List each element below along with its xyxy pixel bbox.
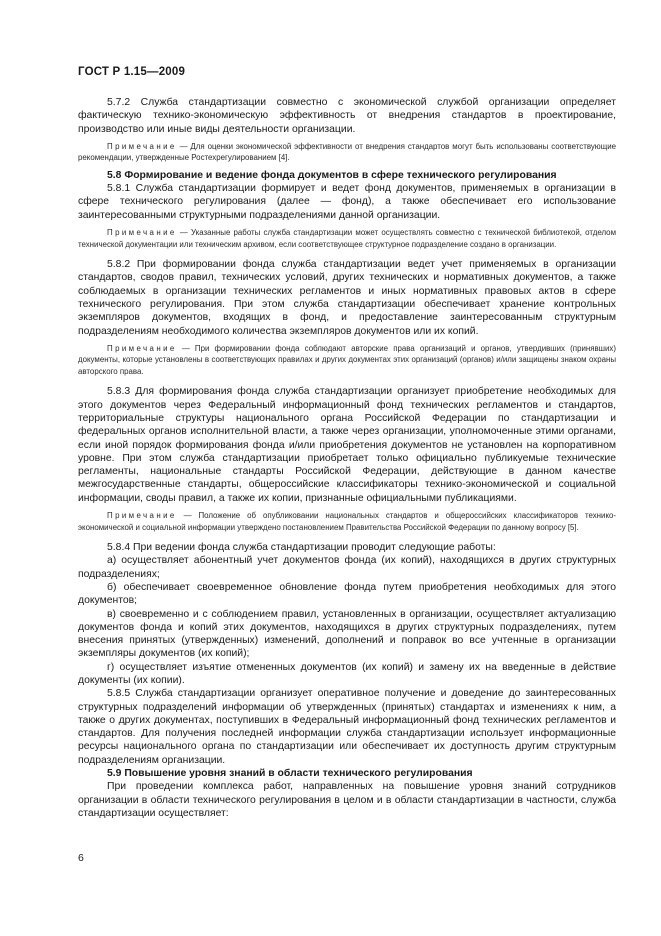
note-label: Примечание [107, 511, 177, 521]
note-text: — Для оценки экономической эффективности от внедрения стандартов могут быть использованы соответствующие рекомендации, утвержденные Ростехрегулированием [4]. [78, 141, 616, 163]
paragraph-5-8-4: 5.8.4 При ведении фонда служба стандартизации проводит следующие работы: [107, 542, 496, 554]
document-header: ГОСТ Р 1.15—2009 [78, 66, 186, 78]
note-1 [78, 141, 616, 164]
note-2 [78, 227, 616, 250]
paragraph-5-9: При проведении комплекса работ, направленных на повышение уровня знаний сотрудников организации в области технического регулирования в целом и в области стандартизации в частности, служба стандартизации осуществляет: [78, 781, 616, 819]
note-label: Примечание [107, 343, 177, 353]
paragraph-5-8-5: 5.8.5 Служба стандартизации организует оперативное получение и доведение до заинтересованных структурных подразделений информации об утвержденных (принятых) стандартах и изменениях к ним, а также о других документах, поступивших в Федеральный информационный фонд технических регламентов и стандартов. Для получения последней информации служба стандартизации использует информационные ресурсы национального органа по стандартизации или обеспечивает их доступность другим структурным подразделениям организации. [78, 688, 616, 766]
note-3 [78, 343, 616, 378]
note-4 [78, 510, 616, 533]
list-item-a: а) осуществляет абонентный учет документов фонда (их копий), находящихся в других структурных подразделениях; [78, 555, 616, 580]
note-label: Примечание [107, 228, 177, 238]
paragraph-5-7-2: 5.7.2 Служба стандартизации совместно с экономической службой организации определяет фактическую технико-экономическую эффективность от внедрения стандартов в проектирование, производство или иные виды деятельности организации. [78, 97, 616, 135]
section-heading-5-8: 5.8 Формирование и ведение фонда документов в сфере технического регулирования [107, 169, 557, 181]
page-body [78, 96, 616, 820]
page-number: 6 [78, 852, 84, 864]
list-item-b: б) обеспечивает своевременное обновление фонда путем приобретения необходимых для этого документов; [78, 581, 616, 607]
note-text: — Указанные работы служба стандартизации может осуществлять совместно с технической библиотекой, отделом технической документации или техническим архивом, если соответствующее структурное подразделение создано в организации. [78, 228, 616, 249]
section-heading-5-9: 5.9 Повышение уровня знаний в области технического регулирования [107, 768, 473, 780]
note-text: — При формировании фонда соблюдают авторские права организаций и органов, утвердивших (принявших) документы, которые установлены в соответствующих правилах и других документах этих организаций (органов) и/или защищены знаком охраны авторского права. [78, 343, 616, 376]
paragraph-5-8-2: 5.8.2 При формировании фонда служба стандартизации ведет учет применяемых в организации стандартов, сводов правил, технических условий, других технических и нормативных документов, а также соблюдаемых в организации технических регламентов и иных нормативных правовых актов в сфере технического регулирования. При этом служба стандартизации обеспечивает хранение контрольных экземпляров документов, входящих в фонд, и предоставление заинтересованным структурным подразделениям необходимого количества экземпляров документов или их копий. [78, 259, 616, 337]
note-text: — Положение об опубликовании национальных стандартов и общероссийских классификаторов технико-экономической и социальной информации утверждено постановлением Правительства Российской Федерации по данному вопросу [5]. [78, 511, 616, 532]
list-item-v: в) своевременно и с соблюдением правил, установленных в организации, осуществляет актуализацию документов фонда и копий этих документов, находящихся в других структурных подразделениях, путем внесения принятых (утвержденных) изменений, дополнений и поправок во все учтенные в организации экземпляры документов (их копий); [78, 608, 616, 660]
note-label: Примечание [107, 141, 177, 151]
list-item-g: г) осуществляет изъятие отмененных документов (их копий) и замену их на введенные в действие документы (их копии). [78, 661, 616, 686]
paragraph-5-8-1: 5.8.1 Служба стандартизации формирует и ведет фонд документов, применяемых в организации в сфере технического регулирования (далее — фонд), а также обеспечивает его использование заинтересованными структурными подразделениями данной организации. [78, 183, 616, 221]
paragraph-5-8-3: 5.8.3 Для формирования фонда служба стандартизации организует приобретение необходимых для этого документов через Федеральный информационный фонд технических регламентов и стандартов, территориальные структуры национального органа Российской Федерации по стандартизации и федеральных органов исполнительной власти, а также через организации, уполномоченные этими органами, если иной порядок формирования фонда и/или приобретения документов не установлен на корпоративном уровне. При этом служба стандартизации приобретает только официально публикуемые технические регламенты, национальные стандарты Российской Федерации, действующие в данном качестве межгосударственные стандарты, общероссийские классификаторы технико-экономической и социальной информации, своды правил, а также их копии, признанные официальными публикациями. [78, 386, 616, 504]
